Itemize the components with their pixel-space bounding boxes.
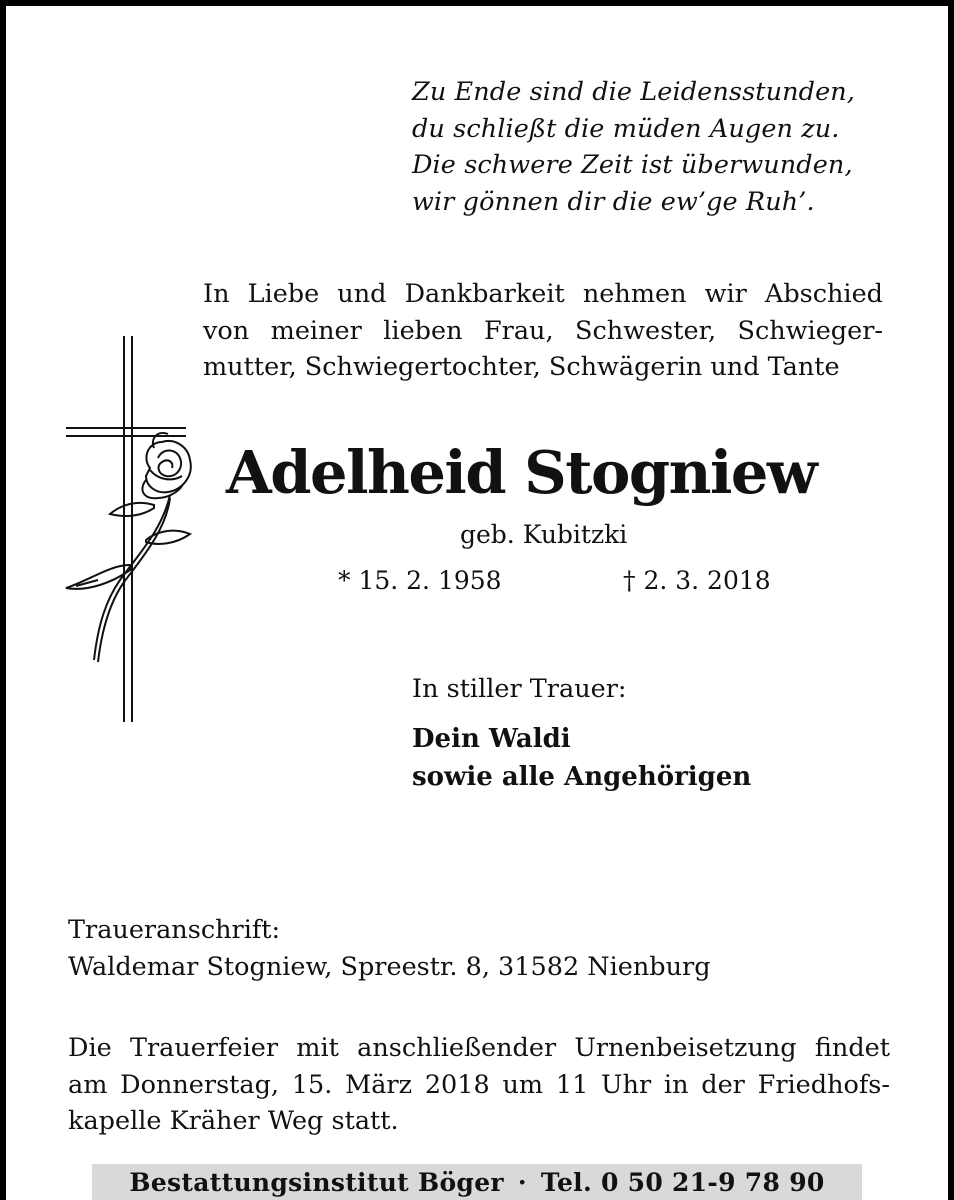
mourners bbox=[412, 720, 751, 796]
separator: · bbox=[517, 1167, 527, 1197]
mourning-address bbox=[68, 912, 711, 985]
intro-line: In Liebe und Dankbarkeit nehmen wir Abschied bbox=[203, 279, 883, 309]
intro-line: mutter, Schwiegertochter, Schwägerin und Tante bbox=[203, 352, 840, 382]
deceased-name: Adelheid Stogniew bbox=[226, 438, 817, 507]
address-value: Waldemar Stogniew, Spreestr. 8, 31582 Nienburg bbox=[68, 951, 711, 982]
cross-with-rose-icon bbox=[58, 330, 198, 730]
funeral-service-info bbox=[68, 1030, 890, 1140]
address-label: Traueranschrift: bbox=[68, 915, 281, 945]
funeral-home-banner bbox=[92, 1164, 862, 1200]
intro-line: von meiner lieben Frau, Schwester, Schwieger- bbox=[203, 315, 883, 346]
service-line: kapelle Kräher Weg statt. bbox=[68, 1106, 399, 1136]
death-date: † 2. 3. 2018 bbox=[623, 566, 771, 595]
poem-line: du schließt die müden Augen zu. bbox=[412, 113, 840, 144]
poem-line: Die schwere Zeit ist überwunden, bbox=[412, 150, 853, 180]
funeral-home-phone: Tel. 0 50 21-9 78 90 bbox=[540, 1167, 825, 1197]
service-line: am Donnerstag, 15. März 2018 um 11 Uhr in der Friedhofs- bbox=[68, 1069, 890, 1100]
poem-line: wir gönnen dir die ew’ge Ruh’. bbox=[412, 186, 815, 217]
mourner-line: sowie alle Angehörigen bbox=[412, 762, 752, 792]
service-line: Die Trauerfeier mit anschließender Urnenbeisetzung findet bbox=[68, 1033, 890, 1063]
birth-date: * 15. 2. 1958 bbox=[338, 566, 502, 595]
poem bbox=[412, 74, 912, 220]
mourner-line: Dein Waldi bbox=[412, 724, 571, 754]
mourning-label: In stiller Trauer: bbox=[412, 674, 627, 704]
poem-line: Zu Ende sind die Leidensstunden, bbox=[412, 77, 855, 107]
intro-text bbox=[203, 276, 893, 386]
funeral-home-name: Bestattungsinstitut Böger bbox=[129, 1167, 504, 1197]
maiden-name: geb. Kubitzki bbox=[460, 520, 628, 549]
